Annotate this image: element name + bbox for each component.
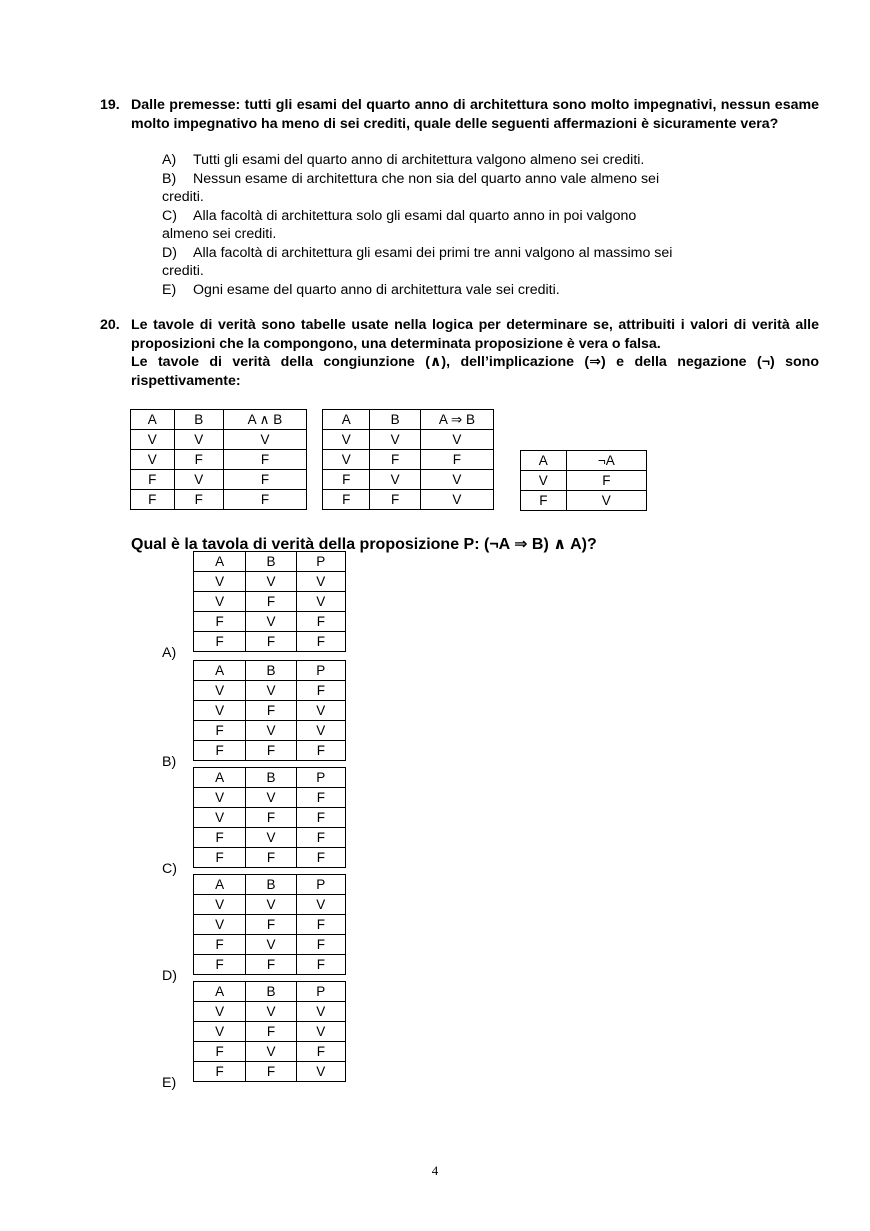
table-row	[194, 741, 346, 761]
value-cell: V	[370, 430, 420, 450]
option-text: crediti.	[162, 263, 204, 279]
value-cell: F	[566, 471, 646, 491]
table-header-row	[323, 410, 494, 430]
value-cell: F	[194, 612, 246, 632]
option-text: crediti.	[162, 189, 204, 205]
value-cell: V	[223, 430, 306, 450]
header-cell: ¬A	[566, 451, 646, 471]
table-row	[194, 935, 346, 955]
header-cell: A	[194, 768, 246, 788]
value-cell: V	[296, 1062, 345, 1082]
question-text: Dalle premesse: tutti gli esami del quarto anno di architettura sono molto impegnativi, nessun esame molto impegnativo ha meno di sei crediti, quale delle seguenti affermazioni è sicuramente vera?	[131, 97, 819, 132]
value-cell: V	[296, 572, 345, 592]
answer-letter: B)	[162, 754, 177, 770]
table-row	[131, 450, 307, 470]
value-cell: F	[194, 828, 246, 848]
header-cell: A	[194, 982, 246, 1002]
table-header-row	[131, 410, 307, 430]
value-cell: F	[194, 955, 246, 975]
value-cell: F	[194, 848, 246, 868]
header-cell: P	[296, 552, 345, 572]
value-cell: F	[223, 450, 306, 470]
table-row	[194, 721, 346, 741]
answer-letter: A)	[162, 645, 177, 661]
value-cell: V	[521, 471, 567, 491]
option-letter: B)	[162, 170, 177, 187]
header-cell: P	[296, 661, 345, 681]
table-row	[194, 848, 346, 868]
value-cell: F	[246, 1062, 296, 1082]
table-row	[131, 490, 307, 510]
table-header-row	[194, 661, 346, 681]
option-letter: D)	[162, 244, 177, 261]
value-cell: F	[246, 741, 296, 761]
value-cell: V	[131, 430, 175, 450]
table-header-row	[194, 982, 346, 1002]
value-cell: V	[246, 612, 296, 632]
option-4	[162, 244, 802, 281]
value-cell: F	[296, 788, 345, 808]
table-row	[194, 808, 346, 828]
option-text: Alla facoltà di architettura gli esami dei primi tre anni valgono al massimo sei	[193, 244, 673, 261]
value-cell: F	[223, 470, 306, 490]
table-row	[194, 1062, 346, 1082]
header-cell: B	[246, 661, 296, 681]
header-cell: A	[521, 451, 567, 471]
answer-letter: D)	[162, 968, 177, 984]
option-3	[162, 207, 802, 244]
answer-table-e	[193, 981, 346, 1082]
question-prompt: Qual è la tavola di verità della proposizione P: (¬A ⇒ B) ∧ A)?	[131, 536, 597, 553]
table-row	[323, 450, 494, 470]
option-letter: E)	[162, 281, 177, 298]
table-row	[131, 430, 307, 450]
value-cell: F	[174, 490, 223, 510]
page-number: 4	[431, 1163, 439, 1178]
option-1	[162, 151, 802, 170]
answer-table-d	[193, 874, 346, 975]
value-cell: V	[296, 1022, 345, 1042]
table-header-row	[194, 768, 346, 788]
table-row	[131, 470, 307, 490]
value-cell: V	[296, 592, 345, 612]
table-row	[323, 470, 494, 490]
answer-letter: E)	[162, 1075, 177, 1091]
answer-table-a	[193, 551, 346, 652]
header-cell: P	[296, 875, 345, 895]
value-cell: F	[296, 828, 345, 848]
value-cell: V	[246, 1002, 296, 1022]
table-row	[194, 1042, 346, 1062]
table-row	[194, 1022, 346, 1042]
table-row	[194, 1002, 346, 1022]
question-number: 20.	[100, 317, 120, 333]
table-row	[194, 788, 346, 808]
value-cell: V	[246, 681, 296, 701]
value-cell: F	[194, 632, 246, 652]
header-cell: B	[370, 410, 420, 430]
value-cell: V	[420, 430, 493, 450]
value-cell: V	[370, 470, 420, 490]
value-cell: V	[246, 721, 296, 741]
table-row	[194, 915, 346, 935]
value-cell: F	[246, 592, 296, 612]
value-cell: F	[194, 1062, 246, 1082]
value-cell: V	[246, 572, 296, 592]
value-cell: V	[323, 430, 370, 450]
value-cell: V	[246, 1042, 296, 1062]
answer-table-b	[193, 660, 346, 761]
answer-table-c	[193, 767, 346, 868]
header-cell: B	[246, 875, 296, 895]
value-cell: F	[296, 741, 345, 761]
option-letter: A)	[162, 152, 177, 168]
option-letter: C)	[162, 207, 177, 224]
value-cell: V	[194, 808, 246, 828]
value-cell: V	[420, 470, 493, 490]
table-header-row	[194, 875, 346, 895]
value-cell: F	[194, 935, 246, 955]
table-row	[194, 701, 346, 721]
table-row	[194, 828, 346, 848]
option-text: Alla facoltà di architettura solo gli esami dal quarto anno in poi valgono	[193, 207, 637, 224]
value-cell: V	[296, 1002, 345, 1022]
option-text: Nessun esame di architettura che non sia del quarto anno vale almeno sei	[193, 170, 660, 187]
table-row	[521, 491, 647, 511]
value-cell: V	[420, 490, 493, 510]
value-cell: V	[194, 915, 246, 935]
table-row	[194, 612, 346, 632]
header-cell: A	[194, 552, 246, 572]
value-cell: F	[296, 632, 345, 652]
header-cell: A	[194, 875, 246, 895]
option-text: Tutti gli esami del quarto anno di architettura valgono almeno sei crediti.	[193, 152, 645, 168]
value-cell: F	[296, 915, 345, 935]
value-cell: F	[296, 681, 345, 701]
table-row	[323, 430, 494, 450]
value-cell: F	[296, 935, 345, 955]
table-row	[194, 895, 346, 915]
value-cell: F	[521, 491, 567, 511]
value-cell: V	[174, 470, 223, 490]
value-cell: F	[370, 490, 420, 510]
value-cell: F	[246, 701, 296, 721]
value-cell: V	[296, 895, 345, 915]
value-cell: F	[296, 1042, 345, 1062]
value-cell: F	[323, 470, 370, 490]
value-cell: F	[296, 848, 345, 868]
option-5	[162, 281, 802, 300]
answer-letter: C)	[162, 861, 177, 877]
header-cell: A ⇒ B	[420, 410, 493, 430]
value-cell: F	[246, 955, 296, 975]
option-text: almeno sei crediti.	[162, 226, 277, 242]
value-cell: V	[194, 572, 246, 592]
table-row	[323, 490, 494, 510]
header-cell: P	[296, 982, 345, 1002]
table-header-row	[521, 451, 647, 471]
value-cell: V	[194, 895, 246, 915]
value-cell: F	[194, 1042, 246, 1062]
table-row	[194, 681, 346, 701]
value-cell: F	[420, 450, 493, 470]
header-cell: B	[246, 768, 296, 788]
header-cell: A	[131, 410, 175, 430]
value-cell: V	[194, 592, 246, 612]
value-cell: V	[296, 721, 345, 741]
header-cell: A ∧ B	[223, 410, 306, 430]
header-cell: A	[323, 410, 370, 430]
value-cell: F	[246, 915, 296, 935]
value-cell: F	[246, 632, 296, 652]
header-cell: B	[174, 410, 223, 430]
question-text-intro: Le tavole di verità sono tabelle usate nella logica per determinare se, attribuiti i valori di verità alle proposizioni che la compongono, una determinata proposizione è vera o falsa.	[131, 317, 819, 352]
value-cell: V	[131, 450, 175, 470]
header-cell: P	[296, 768, 345, 788]
value-cell: F	[194, 741, 246, 761]
question-text-tables: Le tavole di verità della congiunzione (∧), dell’implicazione (⇒) e della negazione (¬) sono rispettivamente:	[131, 354, 819, 389]
truth-table-implication	[322, 409, 494, 510]
value-cell: F	[131, 490, 175, 510]
truth-table-negation	[520, 450, 647, 511]
value-cell: F	[323, 490, 370, 510]
value-cell: V	[194, 788, 246, 808]
truth-table-and	[130, 409, 307, 510]
value-cell: V	[566, 491, 646, 511]
value-cell: V	[246, 935, 296, 955]
value-cell: F	[296, 955, 345, 975]
value-cell: F	[246, 808, 296, 828]
value-cell: V	[194, 681, 246, 701]
option-text: Ogni esame del quarto anno di architettura vale sei crediti.	[193, 281, 560, 298]
value-cell: F	[296, 808, 345, 828]
table-row	[194, 592, 346, 612]
value-cell: V	[174, 430, 223, 450]
value-cell: V	[246, 788, 296, 808]
value-cell: F	[174, 450, 223, 470]
value-cell: V	[296, 701, 345, 721]
value-cell: F	[131, 470, 175, 490]
value-cell: F	[370, 450, 420, 470]
value-cell: V	[194, 1022, 246, 1042]
header-cell: B	[246, 982, 296, 1002]
value-cell: V	[246, 828, 296, 848]
value-cell: V	[194, 701, 246, 721]
value-cell: V	[323, 450, 370, 470]
value-cell: F	[246, 1022, 296, 1042]
table-row	[194, 572, 346, 592]
header-cell: B	[246, 552, 296, 572]
value-cell: V	[246, 895, 296, 915]
table-row	[194, 955, 346, 975]
header-cell: A	[194, 661, 246, 681]
value-cell: F	[296, 612, 345, 632]
table-header-row	[194, 552, 346, 572]
question-number: 19.	[100, 97, 120, 113]
table-row	[521, 471, 647, 491]
value-cell: F	[194, 721, 246, 741]
value-cell: F	[223, 490, 306, 510]
table-row	[194, 632, 346, 652]
value-cell: F	[246, 848, 296, 868]
option-2	[162, 170, 802, 207]
value-cell: V	[194, 1002, 246, 1022]
